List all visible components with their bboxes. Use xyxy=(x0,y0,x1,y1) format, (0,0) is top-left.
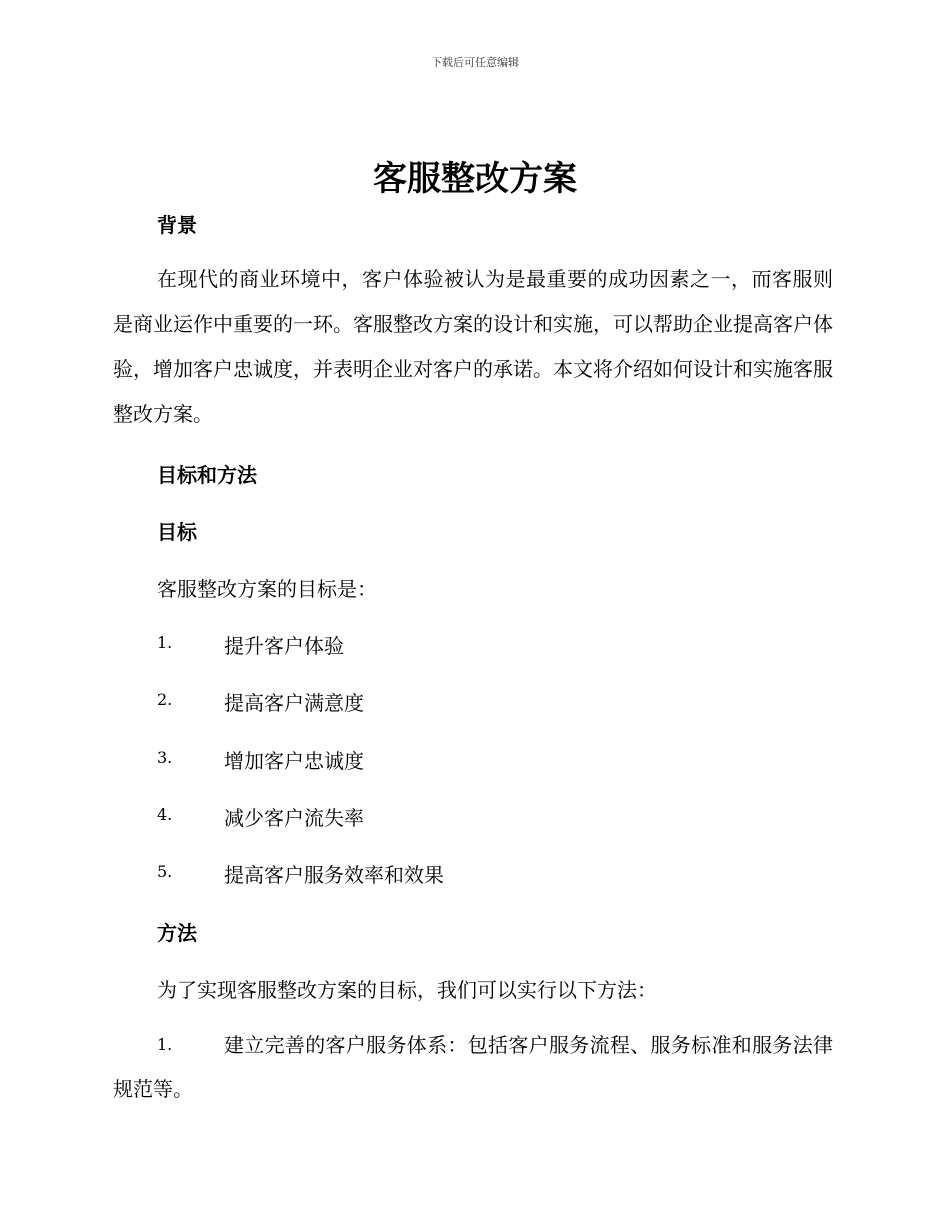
goal-text: 提高客户服务效率和效果 xyxy=(224,863,444,887)
header-note: 下载后可任意编辑 xyxy=(431,56,519,69)
goals-heading: 目标 xyxy=(157,520,197,544)
goal-text: 提高客户满意度 xyxy=(224,691,364,715)
goal-number: 1. xyxy=(157,633,173,652)
goal-text: 增加客户忠诚度 xyxy=(224,749,364,773)
goals-intro: 客服整改方案的目标是： xyxy=(157,577,377,601)
background-heading: 背景 xyxy=(157,213,197,237)
document-title: 客服整改方案 xyxy=(373,159,577,199)
method-number: 1. xyxy=(157,1035,173,1054)
method-item xyxy=(113,1023,833,1111)
goal-text: 提升客户体验 xyxy=(224,634,344,658)
method-text: 建立完善的客户服务体系：包括客户服务流程、服务标准和服务法律规范等。 xyxy=(113,1033,833,1101)
goal-number: 3. xyxy=(157,748,173,767)
methods-intro: 为了实现客服整改方案的目标，我们可以实行以下方法： xyxy=(157,978,657,1002)
background-paragraph: 在现代的商业环境中，客户体验被认为是最重要的成功因素之一，而客服则是商业运作中重要的一环。客服整改方案的设计和实施，可以帮助企业提高客户体验，增加客户忠诚度，并表明企业对客户的承诺。本文将介绍如何设计和实施客服整改方案。 xyxy=(113,267,833,426)
goal-number: 2. xyxy=(157,690,173,709)
goal-number: 4. xyxy=(157,805,173,824)
goal-text: 减少客户流失率 xyxy=(224,806,364,830)
goal-number: 5. xyxy=(157,862,173,881)
goals-methods-heading: 目标和方法 xyxy=(157,463,257,487)
methods-heading: 方法 xyxy=(157,921,197,945)
